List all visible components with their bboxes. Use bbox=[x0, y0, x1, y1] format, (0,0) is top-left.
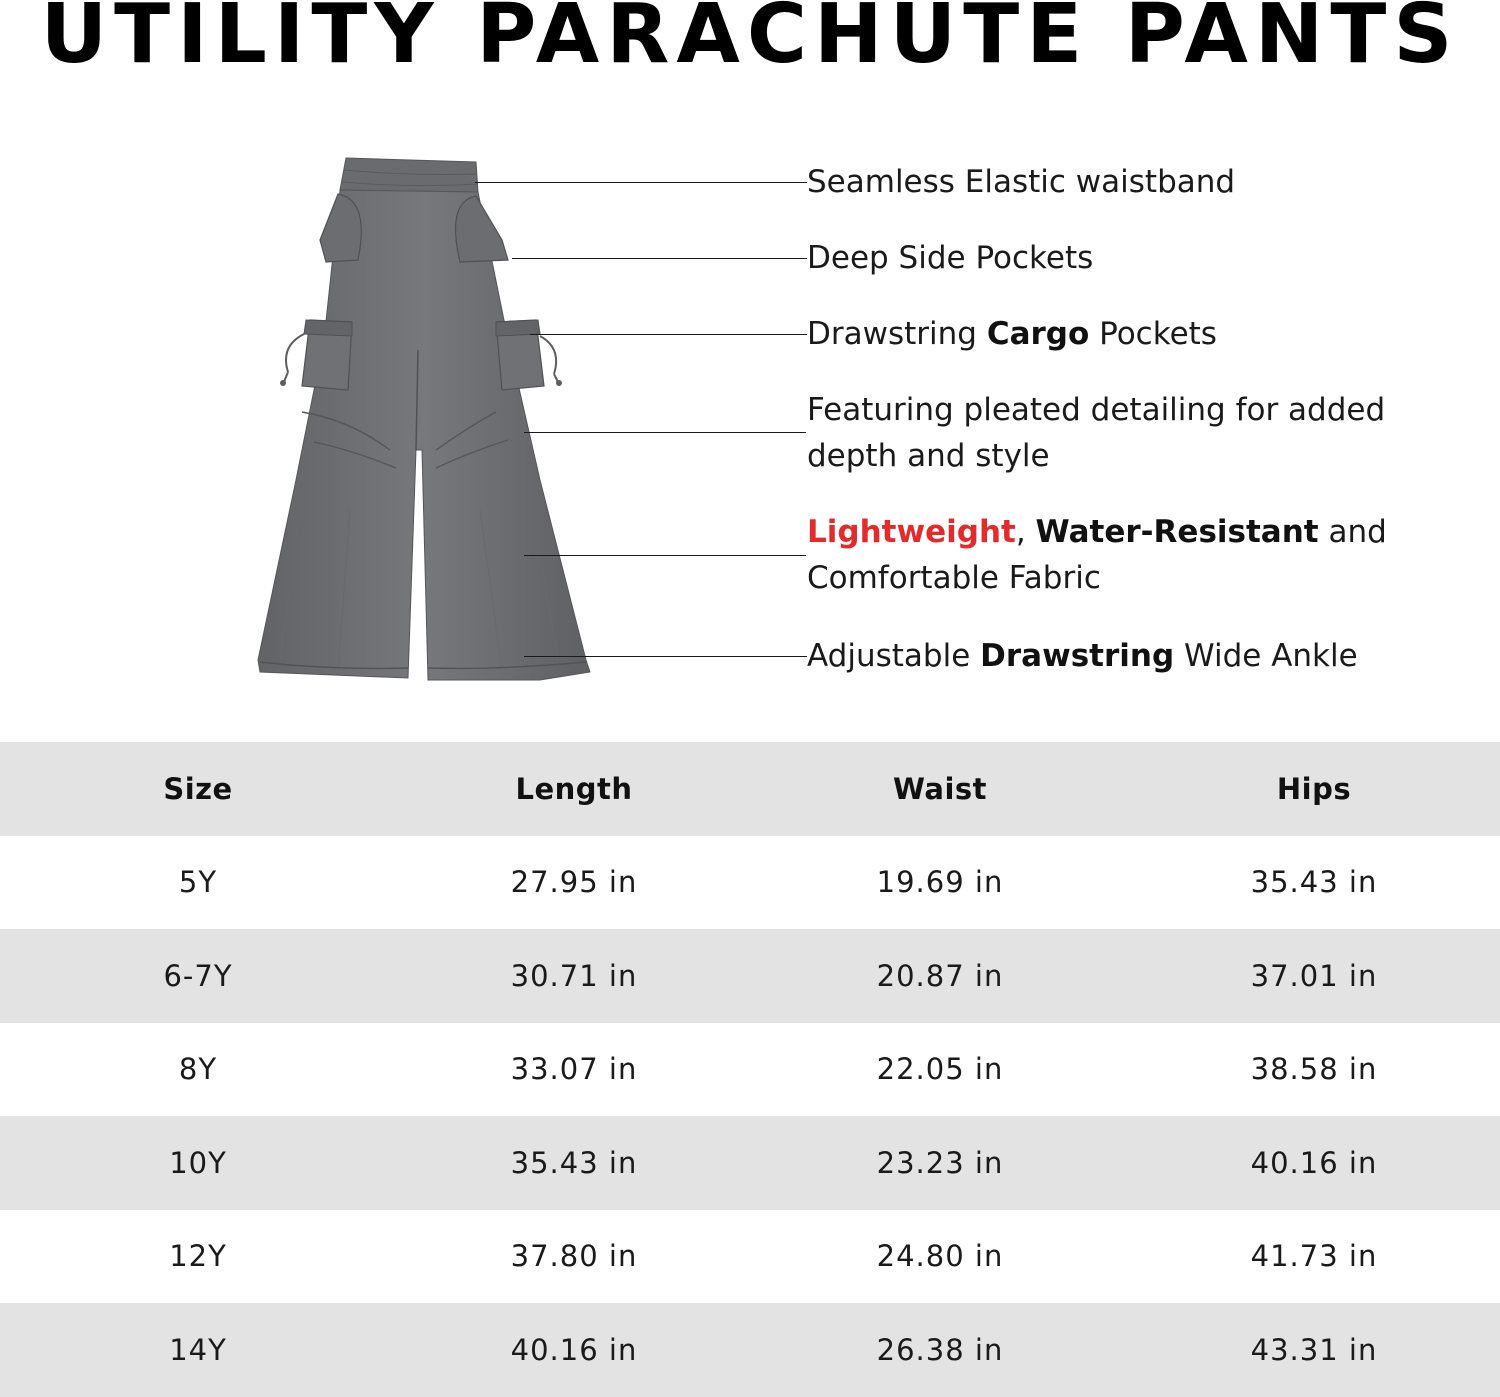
callout-line-ankle bbox=[524, 656, 807, 657]
size-chart-table bbox=[0, 742, 1500, 1397]
callout-line-fabric bbox=[524, 555, 806, 556]
cell-waist: 26.38 in bbox=[876, 1332, 1004, 1367]
cell-waist: 19.69 in bbox=[876, 865, 1004, 900]
cell-size: 10Y bbox=[169, 1145, 227, 1180]
cell-waist: 22.05 in bbox=[876, 1052, 1004, 1087]
cell-waist: 20.87 in bbox=[876, 958, 1004, 993]
table-row bbox=[0, 836, 1500, 930]
callout-line-side-pockets bbox=[512, 258, 807, 259]
header-length: Length bbox=[515, 771, 633, 806]
header-hips: Hips bbox=[1276, 771, 1352, 806]
cell-size: 8Y bbox=[178, 1052, 218, 1087]
callout-line-cargo bbox=[530, 334, 807, 335]
parachute-pants-illustration bbox=[240, 150, 610, 690]
cell-length: 27.95 in bbox=[510, 865, 638, 900]
cell-length: 37.80 in bbox=[510, 1239, 638, 1274]
table-row bbox=[0, 1023, 1500, 1117]
table-row bbox=[0, 929, 1500, 1023]
cell-hips: 40.16 in bbox=[1250, 1145, 1378, 1180]
callout-line-pleated bbox=[524, 432, 806, 433]
cell-waist: 24.80 in bbox=[876, 1239, 1004, 1274]
table-row bbox=[0, 1116, 1500, 1210]
cell-length: 40.16 in bbox=[510, 1332, 638, 1367]
cell-size: 12Y bbox=[169, 1239, 227, 1274]
cell-waist: 23.23 in bbox=[876, 1145, 1004, 1180]
cell-hips: 38.58 in bbox=[1250, 1052, 1378, 1087]
cell-length: 35.43 in bbox=[510, 1145, 638, 1180]
feature-cargo-pockets: Drawstring Cargo Pockets bbox=[807, 316, 1217, 352]
cell-length: 30.71 in bbox=[510, 958, 638, 993]
feature-pleated: Featuring pleated detailing for added depth and style bbox=[807, 392, 1386, 474]
feature-ankle: Adjustable Drawstring Wide Ankle bbox=[807, 638, 1358, 674]
cell-hips: 35.43 in bbox=[1250, 865, 1378, 900]
page-title: UTILITY PARACHUTE PANTS bbox=[40, 0, 1460, 82]
feature-waistband: Seamless Elastic waistband bbox=[807, 164, 1236, 200]
header-size: Size bbox=[163, 771, 233, 806]
table-row bbox=[0, 1303, 1500, 1397]
feature-fabric: Lightweight, Water-Resistant and Comfortable Fabric bbox=[807, 514, 1387, 596]
cell-size: 6-7Y bbox=[163, 958, 233, 993]
callout-line-waistband bbox=[475, 182, 807, 183]
cell-size: 5Y bbox=[178, 865, 218, 900]
table-header-row bbox=[0, 742, 1500, 836]
cell-hips: 37.01 in bbox=[1250, 958, 1378, 993]
feature-side-pockets: Deep Side Pockets bbox=[807, 240, 1094, 276]
cell-size: 14Y bbox=[169, 1332, 227, 1367]
cell-length: 33.07 in bbox=[510, 1052, 638, 1087]
cell-hips: 41.73 in bbox=[1250, 1239, 1378, 1274]
table-row bbox=[0, 1210, 1500, 1304]
header-waist: Waist bbox=[892, 771, 988, 806]
cell-hips: 43.31 in bbox=[1250, 1332, 1378, 1367]
